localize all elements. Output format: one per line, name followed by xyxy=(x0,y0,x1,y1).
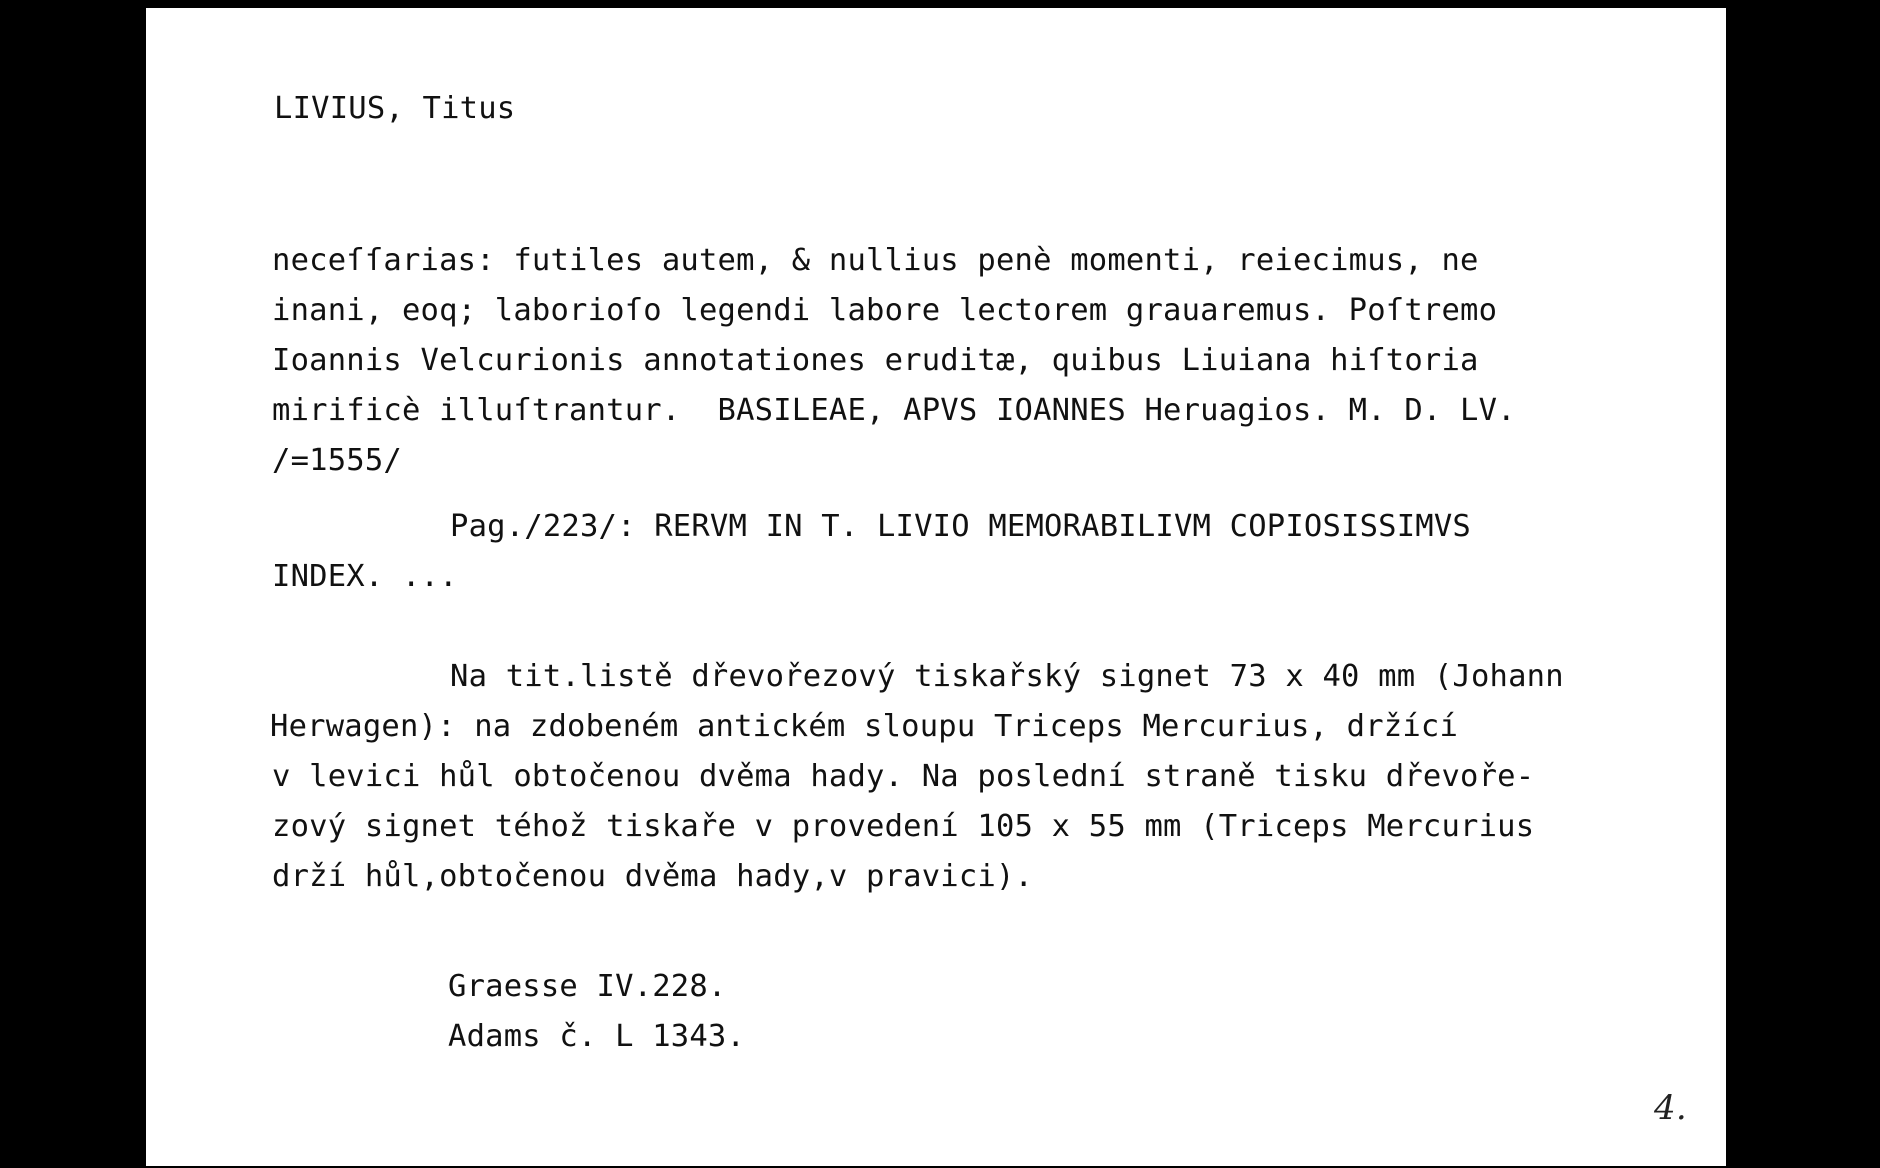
note-line-1: Na tit.listě dřevořezový tiskařský signet 73 x 40 mm (Johann xyxy=(450,659,1564,694)
reference-graesse: Graesse IV.228. xyxy=(448,969,727,1004)
note-line-3: v levici hůl obtočenou dvěma hady. Na poslední straně tisku dřevoře- xyxy=(272,759,1535,794)
index-line-1: Pag./223/: RERVM IN T. LIVIO MEMORABILIVM COPIOSISSIMVS xyxy=(450,509,1471,544)
catalog-card xyxy=(146,8,1726,1166)
page-number: 4. xyxy=(1654,1088,1687,1128)
reference-adams: Adams č. L 1343. xyxy=(448,1019,746,1054)
note-line-5: drží hůl,obtočenou dvěma hady,v pravici). xyxy=(272,859,1034,894)
note-line-4: zový signet téhož tiskaře v provedení 105 x 55 mm (Triceps Mercurius xyxy=(272,809,1535,844)
title-line-5: /=1555/ xyxy=(272,443,402,478)
title-line-4: mirificè illuſtrantur. BASILEAE, APVS IOANNES Heruagios. M. D. LV. xyxy=(272,393,1516,428)
note-line-2: Herwagen): na zdobeném antickém sloupu Triceps Mercurius, držící xyxy=(270,709,1459,744)
index-line-2: INDEX. ... xyxy=(272,559,458,594)
title-line-3: Ioannis Velcurionis annotationes eruditæ, quibus Liuiana hiſtoria xyxy=(272,343,1479,378)
card-heading: LIVIUS, Titus xyxy=(274,91,516,126)
title-line-1: neceſſarias: futiles autem, & nullius penè momenti, reiecimus, ne xyxy=(272,243,1479,278)
title-line-2: inani, eoq; laborioſo legendi labore lectorem grauaremus. Poſtremo xyxy=(272,293,1498,328)
